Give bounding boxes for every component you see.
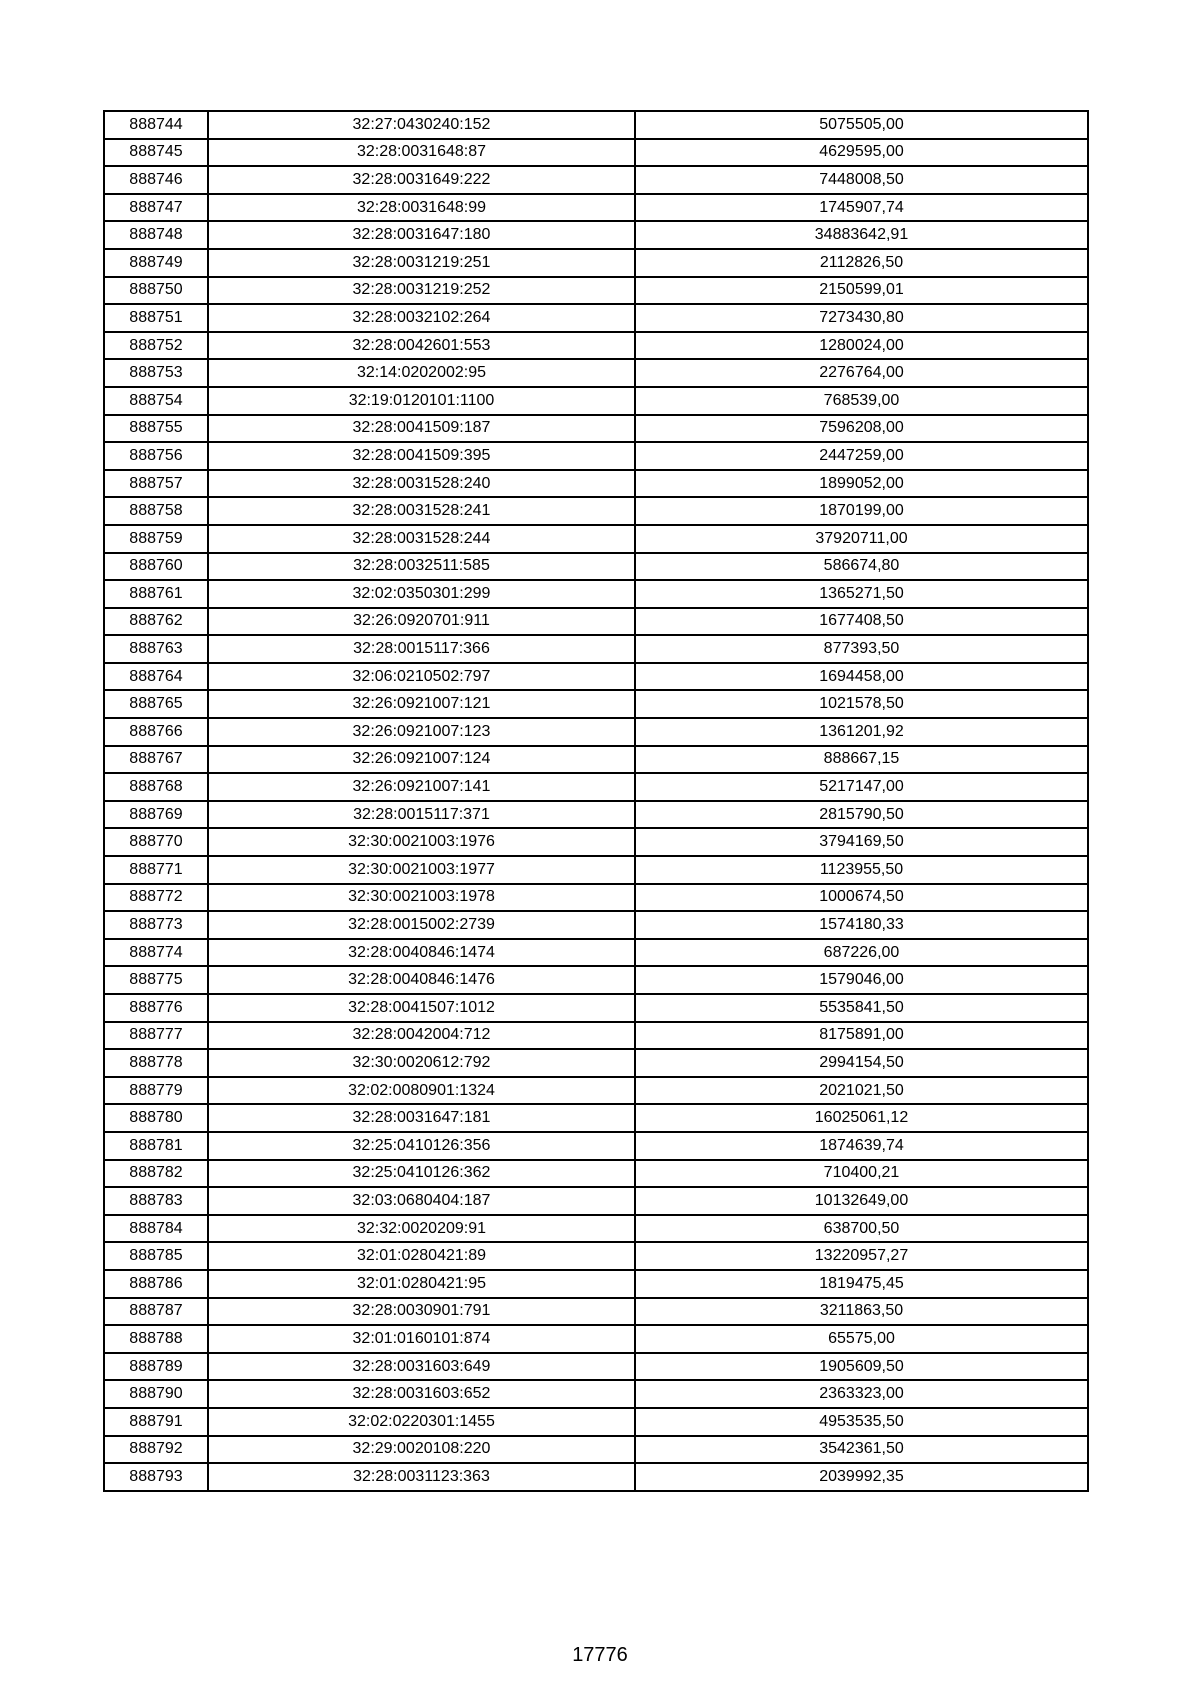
value-cell: 5535841,50 (635, 994, 1088, 1022)
table-row (104, 884, 1088, 912)
row-id-cell: 888791 (104, 1408, 208, 1436)
table-row (104, 194, 1088, 222)
value-cell: 1694458,00 (635, 663, 1088, 691)
table-body (104, 111, 1088, 1491)
table-row (104, 415, 1088, 443)
table-row (104, 1325, 1088, 1353)
cadastral-number-cell: 32:25:0410126:362 (208, 1160, 635, 1188)
value-cell: 1677408,50 (635, 608, 1088, 636)
value-cell: 888667,15 (635, 746, 1088, 774)
cadastral-number-cell: 32:06:0210502:797 (208, 663, 635, 691)
cadastral-number-cell: 32:28:0031219:252 (208, 277, 635, 305)
cadastral-number-cell: 32:28:0015117:371 (208, 801, 635, 829)
cadastral-number-cell: 32:28:0042004:712 (208, 1022, 635, 1050)
row-id-cell: 888759 (104, 525, 208, 553)
row-id-cell: 888757 (104, 470, 208, 498)
row-id-cell: 888762 (104, 608, 208, 636)
cadastral-number-cell: 32:30:0021003:1978 (208, 884, 635, 912)
row-id-cell: 888771 (104, 856, 208, 884)
cadastral-number-cell: 32:01:0160101:874 (208, 1325, 635, 1353)
value-cell: 7596208,00 (635, 415, 1088, 443)
cadastral-number-cell: 32:30:0021003:1976 (208, 828, 635, 856)
cadastral-number-cell: 32:28:0032511:585 (208, 553, 635, 581)
table-row (104, 1353, 1088, 1381)
cadastral-number-cell: 32:19:0120101:1100 (208, 387, 635, 415)
cadastral-number-cell: 32:28:0031528:241 (208, 497, 635, 525)
value-cell: 7448008,50 (635, 166, 1088, 194)
row-id-cell: 888768 (104, 773, 208, 801)
value-cell: 2994154,50 (635, 1049, 1088, 1077)
data-table-container (103, 110, 1087, 1492)
table-row (104, 497, 1088, 525)
table-row (104, 718, 1088, 746)
cadastral-number-cell: 32:26:0920701:911 (208, 608, 635, 636)
value-cell: 2021021,50 (635, 1077, 1088, 1105)
row-id-cell: 888793 (104, 1463, 208, 1491)
row-id-cell: 888781 (104, 1132, 208, 1160)
row-id-cell: 888765 (104, 690, 208, 718)
table-row (104, 1408, 1088, 1436)
value-cell: 5217147,00 (635, 773, 1088, 801)
value-cell: 687226,00 (635, 939, 1088, 967)
value-cell: 2815790,50 (635, 801, 1088, 829)
table-row (104, 635, 1088, 663)
cadastral-number-cell: 32:28:0015117:366 (208, 635, 635, 663)
value-cell: 1870199,00 (635, 497, 1088, 525)
cadastral-number-cell: 32:03:0680404:187 (208, 1187, 635, 1215)
row-id-cell: 888779 (104, 1077, 208, 1105)
value-cell: 2150599,01 (635, 277, 1088, 305)
table-row (104, 1132, 1088, 1160)
cadastral-number-cell: 32:27:0430240:152 (208, 111, 635, 139)
row-id-cell: 888780 (104, 1104, 208, 1132)
table-row (104, 1160, 1088, 1188)
row-id-cell: 888750 (104, 277, 208, 305)
value-cell: 1874639,74 (635, 1132, 1088, 1160)
value-cell: 1361201,92 (635, 718, 1088, 746)
row-id-cell: 888756 (104, 442, 208, 470)
value-cell: 1123955,50 (635, 856, 1088, 884)
row-id-cell: 888773 (104, 911, 208, 939)
value-cell: 4953535,50 (635, 1408, 1088, 1436)
table-row (104, 359, 1088, 387)
table-row (104, 939, 1088, 967)
row-id-cell: 888777 (104, 1022, 208, 1050)
row-id-cell: 888767 (104, 746, 208, 774)
value-cell: 1365271,50 (635, 580, 1088, 608)
row-id-cell: 888788 (104, 1325, 208, 1353)
value-cell: 2276764,00 (635, 359, 1088, 387)
cadastral-number-cell: 32:28:0030901:791 (208, 1298, 635, 1326)
cadastral-number-cell: 32:28:0015002:2739 (208, 911, 635, 939)
table-row (104, 994, 1088, 1022)
row-id-cell: 888789 (104, 1353, 208, 1381)
table-row (104, 221, 1088, 249)
cadastral-number-cell: 32:28:0042601:553 (208, 332, 635, 360)
row-id-cell: 888782 (104, 1160, 208, 1188)
value-cell: 34883642,91 (635, 221, 1088, 249)
table-row (104, 773, 1088, 801)
value-cell: 2112826,50 (635, 249, 1088, 277)
table-row (104, 1077, 1088, 1105)
value-cell: 3542361,50 (635, 1436, 1088, 1464)
table-row (104, 525, 1088, 553)
cadastral-number-cell: 32:32:0020209:91 (208, 1215, 635, 1243)
table-row (104, 608, 1088, 636)
row-id-cell: 888784 (104, 1215, 208, 1243)
value-cell: 7273430,80 (635, 304, 1088, 332)
cadastral-number-cell: 32:28:0031648:87 (208, 139, 635, 167)
value-cell: 10132649,00 (635, 1187, 1088, 1215)
row-id-cell: 888770 (104, 828, 208, 856)
value-cell: 2363323,00 (635, 1380, 1088, 1408)
value-cell: 5075505,00 (635, 111, 1088, 139)
cadastral-number-cell: 32:30:0021003:1977 (208, 856, 635, 884)
table-row (104, 139, 1088, 167)
table-row (104, 1022, 1088, 1050)
value-cell: 1280024,00 (635, 332, 1088, 360)
cadastral-number-cell: 32:25:0410126:356 (208, 1132, 635, 1160)
row-id-cell: 888783 (104, 1187, 208, 1215)
row-id-cell: 888751 (104, 304, 208, 332)
row-id-cell: 888775 (104, 966, 208, 994)
cadastral-number-cell: 32:26:0921007:141 (208, 773, 635, 801)
table-row (104, 663, 1088, 691)
value-cell: 2039992,35 (635, 1463, 1088, 1491)
cadastral-number-cell: 32:26:0921007:121 (208, 690, 635, 718)
row-id-cell: 888744 (104, 111, 208, 139)
row-id-cell: 888753 (104, 359, 208, 387)
cadastral-number-cell: 32:26:0921007:124 (208, 746, 635, 774)
table-row (104, 580, 1088, 608)
cadastral-number-cell: 32:28:0031647:181 (208, 1104, 635, 1132)
cadastral-number-cell: 32:28:0031528:244 (208, 525, 635, 553)
table-row (104, 1187, 1088, 1215)
cadastral-number-cell: 32:28:0041507:1012 (208, 994, 635, 1022)
cadastral-number-cell: 32:28:0031648:99 (208, 194, 635, 222)
value-cell: 8175891,00 (635, 1022, 1088, 1050)
row-id-cell: 888772 (104, 884, 208, 912)
row-id-cell: 888787 (104, 1298, 208, 1326)
table-row (104, 111, 1088, 139)
table-row (104, 1270, 1088, 1298)
value-cell: 4629595,00 (635, 139, 1088, 167)
row-id-cell: 888766 (104, 718, 208, 746)
table-row (104, 1215, 1088, 1243)
row-id-cell: 888764 (104, 663, 208, 691)
value-cell: 638700,50 (635, 1215, 1088, 1243)
value-cell: 3211863,50 (635, 1298, 1088, 1326)
table-row (104, 690, 1088, 718)
row-id-cell: 888747 (104, 194, 208, 222)
table-row (104, 1436, 1088, 1464)
cadastral-number-cell: 32:28:0041509:187 (208, 415, 635, 443)
row-id-cell: 888758 (104, 497, 208, 525)
table-row (104, 1380, 1088, 1408)
value-cell: 586674,80 (635, 553, 1088, 581)
row-id-cell: 888776 (104, 994, 208, 1022)
cadastral-number-cell: 32:28:0031219:251 (208, 249, 635, 277)
row-id-cell: 888792 (104, 1436, 208, 1464)
row-id-cell: 888769 (104, 801, 208, 829)
value-cell: 1574180,33 (635, 911, 1088, 939)
cadastral-number-cell: 32:02:0350301:299 (208, 580, 635, 608)
cadastral-number-cell: 32:01:0280421:95 (208, 1270, 635, 1298)
cadastral-number-cell: 32:01:0280421:89 (208, 1242, 635, 1270)
value-cell: 768539,00 (635, 387, 1088, 415)
value-cell: 1819475,45 (635, 1270, 1088, 1298)
cadastral-number-cell: 32:28:0032102:264 (208, 304, 635, 332)
value-cell: 3794169,50 (635, 828, 1088, 856)
value-cell: 16025061,12 (635, 1104, 1088, 1132)
cadastral-number-cell: 32:02:0220301:1455 (208, 1408, 635, 1436)
table-row (104, 1463, 1088, 1491)
cadastral-number-cell: 32:14:0202002:95 (208, 359, 635, 387)
row-id-cell: 888748 (104, 221, 208, 249)
table-row (104, 801, 1088, 829)
table-row (104, 1104, 1088, 1132)
table-row (104, 1298, 1088, 1326)
row-id-cell: 888755 (104, 415, 208, 443)
value-cell: 13220957,27 (635, 1242, 1088, 1270)
table-row (104, 966, 1088, 994)
row-id-cell: 888763 (104, 635, 208, 663)
value-cell: 1905609,50 (635, 1353, 1088, 1381)
value-cell: 1000674,50 (635, 884, 1088, 912)
cadastral-number-cell: 32:28:0031603:649 (208, 1353, 635, 1381)
row-id-cell: 888745 (104, 139, 208, 167)
cadastral-number-cell: 32:28:0040846:1476 (208, 966, 635, 994)
table-row (104, 1242, 1088, 1270)
table-row (104, 828, 1088, 856)
value-cell: 1899052,00 (635, 470, 1088, 498)
table-row (104, 166, 1088, 194)
value-cell: 710400,21 (635, 1160, 1088, 1188)
row-id-cell: 888785 (104, 1242, 208, 1270)
cadastral-number-cell: 32:28:0031603:652 (208, 1380, 635, 1408)
row-id-cell: 888760 (104, 553, 208, 581)
row-id-cell: 888754 (104, 387, 208, 415)
cadastral-number-cell: 32:26:0921007:123 (208, 718, 635, 746)
table-row (104, 1049, 1088, 1077)
value-cell: 1579046,00 (635, 966, 1088, 994)
table-row (104, 442, 1088, 470)
row-id-cell: 888790 (104, 1380, 208, 1408)
cadastral-number-cell: 32:28:0031528:240 (208, 470, 635, 498)
row-id-cell: 888746 (104, 166, 208, 194)
cadastral-number-cell: 32:28:0041509:395 (208, 442, 635, 470)
table-row (104, 332, 1088, 360)
row-id-cell: 888786 (104, 1270, 208, 1298)
row-id-cell: 888778 (104, 1049, 208, 1077)
table-row (104, 387, 1088, 415)
table-row (104, 856, 1088, 884)
value-cell: 1021578,50 (635, 690, 1088, 718)
value-cell: 65575,00 (635, 1325, 1088, 1353)
table-row (104, 249, 1088, 277)
table-row (104, 911, 1088, 939)
cadastral-number-cell: 32:28:0031123:363 (208, 1463, 635, 1491)
row-id-cell: 888761 (104, 580, 208, 608)
cadastral-number-cell: 32:02:0080901:1324 (208, 1077, 635, 1105)
cadastral-number-cell: 32:28:0031649:222 (208, 166, 635, 194)
value-cell: 1745907,74 (635, 194, 1088, 222)
table-row (104, 470, 1088, 498)
value-cell: 37920711,00 (635, 525, 1088, 553)
table-row (104, 304, 1088, 332)
table-row (104, 277, 1088, 305)
cadastral-number-cell: 32:30:0020612:792 (208, 1049, 635, 1077)
row-id-cell: 888774 (104, 939, 208, 967)
cadastral-number-cell: 32:28:0031647:180 (208, 221, 635, 249)
row-id-cell: 888752 (104, 332, 208, 360)
cadastral-number-cell: 32:29:0020108:220 (208, 1436, 635, 1464)
value-cell: 877393,50 (635, 635, 1088, 663)
table-row (104, 746, 1088, 774)
value-cell: 2447259,00 (635, 442, 1088, 470)
cadastral-value-table (103, 110, 1089, 1492)
table-row (104, 553, 1088, 581)
row-id-cell: 888749 (104, 249, 208, 277)
cadastral-number-cell: 32:28:0040846:1474 (208, 939, 635, 967)
page-number: 17776 (572, 1644, 628, 1666)
